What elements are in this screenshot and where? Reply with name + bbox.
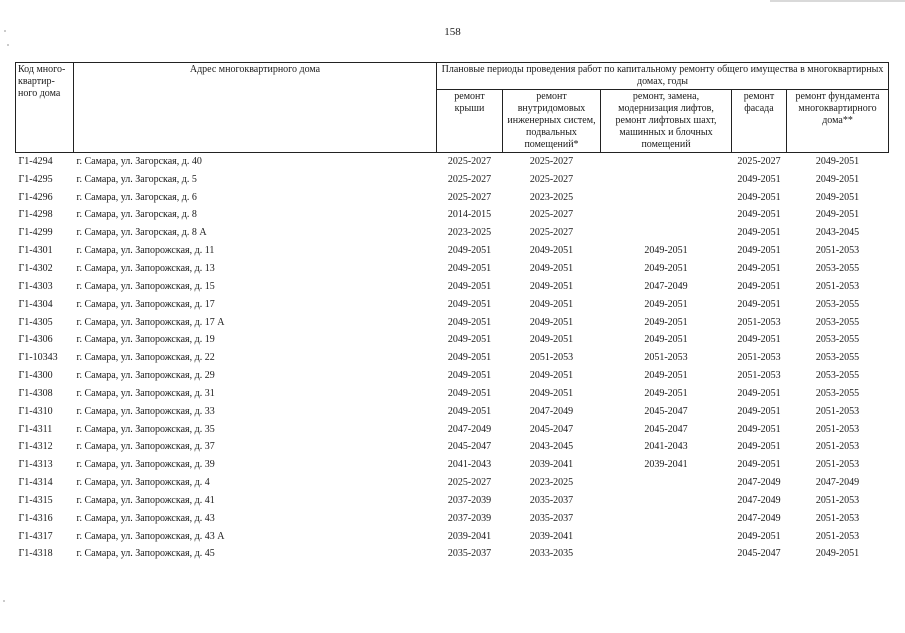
cell-systems: 2047-2049 [529,405,574,417]
cell-elevators [601,546,732,564]
cell-code: Г1-4316 [18,512,53,524]
cell-facade: 2049-2051 [737,191,781,203]
table-row [16,456,889,474]
table-row [16,189,889,207]
cell-elevators [601,474,732,492]
cell-foundation: 2049-2051 [815,548,860,560]
cell-address: г. Самара, ул. Запорожская, д. 17 [76,298,215,310]
cell-address: г. Самара, ул. Запорожская, д. 4 [76,477,210,489]
table-row [16,403,889,421]
cell-foundation: 2047-2049 [815,477,860,489]
header-foundation: ремонт фундамента многоквартирного дома** [787,90,889,153]
cell-elevators [601,153,732,171]
cell-elevators: 2049-2051 [644,245,688,257]
cell-systems: 2025-2027 [529,227,574,239]
cell-facade: 2045-2047 [737,548,781,560]
cell-roof: 2025-2027 [447,173,492,185]
header-roof: ремонт крыши [437,90,503,153]
cell-elevators [601,189,732,207]
table-row [16,367,889,385]
cell-facade: 2049-2051 [737,423,781,435]
cell-foundation: 2051-2053 [815,530,860,542]
cell-roof: 2047-2049 [447,423,492,435]
cell-foundation: 2051-2053 [815,280,860,292]
table-row [16,385,889,403]
cell-roof: 2025-2027 [447,477,492,489]
table-row [16,349,889,367]
cell-code: Г1-4302 [18,262,53,274]
table-row [16,296,889,314]
cell-address: г. Самара, ул. Запорожская, д. 37 [76,441,215,453]
cell-roof: 2045-2047 [447,441,492,453]
cell-systems: 2039-2041 [529,459,574,471]
table-row [16,314,889,332]
cell-elevators: 2049-2051 [644,387,688,399]
cell-roof: 2049-2051 [447,370,492,382]
cell-address: г. Самара, ул. Загорская, д. 8 [76,209,197,221]
cell-facade: 2049-2051 [737,173,781,185]
cell-facade: 2049-2051 [737,405,781,417]
cell-address: г. Самара, ул. Загорская, д. 8 А [76,227,207,239]
cell-foundation: 2051-2053 [815,245,860,257]
cell-code: Г1-4294 [18,155,53,167]
cell-roof: 2037-2039 [447,494,492,506]
cell-address: г. Самара, ул. Запорожская, д. 13 [76,262,215,274]
cell-code: Г1-4298 [18,209,53,221]
cell-roof: 2049-2051 [447,245,492,257]
cell-foundation: 2051-2053 [815,423,860,435]
cell-facade: 2049-2051 [737,459,781,471]
cell-roof: 2049-2051 [447,316,492,328]
cell-systems: 2023-2025 [529,477,574,489]
table-row [16,224,889,242]
cell-address: г. Самара, ул. Запорожская, д. 43 А [76,530,225,542]
cell-systems: 2049-2051 [529,280,574,292]
header-code: Код много-квартир-ного дома [16,63,74,153]
cell-facade: 2049-2051 [737,441,781,453]
cell-code: Г1-4313 [18,459,53,471]
cell-foundation: 2053-2055 [815,352,860,364]
cell-systems: 2043-2045 [529,441,574,453]
cell-code: Г1-4305 [18,316,53,328]
cell-elevators: 2041-2043 [644,441,688,453]
cell-elevators [601,171,732,189]
table-row [16,278,889,296]
cell-facade: 2051-2053 [737,352,781,364]
cell-address: г. Самара, ул. Запорожская, д. 31 [76,387,215,399]
cell-systems: 2049-2051 [529,370,574,382]
cell-facade: 2049-2051 [737,280,781,292]
cell-address: г. Самара, ул. Запорожская, д. 15 [76,280,215,292]
cell-systems: 2033-2035 [529,548,574,560]
cell-facade: 2049-2051 [737,334,781,346]
cell-roof: 2049-2051 [447,334,492,346]
cell-address: г. Самара, ул. Запорожская, д. 17 А [76,316,225,328]
cell-foundation: 2053-2055 [815,370,860,382]
table-row [16,528,889,546]
cell-roof: 2025-2027 [447,155,492,167]
cell-facade: 2049-2051 [737,227,781,239]
cell-foundation: 2053-2055 [815,298,860,310]
cell-foundation: 2053-2055 [815,334,860,346]
cell-code: Г1-4299 [18,227,53,239]
cell-elevators: 2049-2051 [644,262,688,274]
header-systems: ремонт внутридомовых инженерных систем, подвальных помещений* [503,90,601,153]
cell-roof: 2049-2051 [447,352,492,364]
table-row [16,439,889,457]
table-row [16,421,889,439]
cell-roof: 2014-2015 [447,209,492,221]
capital-repair-table [15,62,889,563]
cell-roof: 2049-2051 [447,405,492,417]
cell-elevators [601,492,732,510]
cell-elevators: 2049-2051 [644,370,688,382]
cell-foundation: 2051-2053 [815,405,860,417]
cell-roof: 2041-2043 [447,459,492,471]
cell-address: г. Самара, ул. Запорожская, д. 43 [76,512,215,524]
header-facade: ремонт фасада [732,90,787,153]
cell-foundation: 2051-2053 [815,459,860,471]
cell-elevators: 2049-2051 [644,334,688,346]
header-address: Адрес многоквартирного дома [74,63,437,153]
table-body [16,153,889,564]
cell-code: Г1-4310 [18,405,53,417]
cell-roof: 2049-2051 [447,387,492,399]
cell-systems: 2049-2051 [529,245,574,257]
cell-foundation: 2051-2053 [815,512,860,524]
cell-systems: 2025-2027 [529,173,574,185]
cell-facade: 2025-2027 [737,155,781,167]
cell-facade: 2047-2049 [737,494,781,506]
cell-address: г. Самара, ул. Загорская, д. 6 [76,191,197,203]
cell-address: г. Самара, ул. Запорожская, д. 29 [76,370,215,382]
cell-foundation: 2051-2053 [815,494,860,506]
cell-code: Г1-4306 [18,334,53,346]
cell-address: г. Самара, ул. Загорская, д. 5 [76,173,197,185]
cell-code: Г1-4308 [18,387,53,399]
cell-facade: 2049-2051 [737,209,781,221]
cell-systems: 2049-2051 [529,316,574,328]
cell-roof: 2037-2039 [447,512,492,524]
cell-facade: 2049-2051 [737,262,781,274]
cell-code: Г1-4303 [18,280,53,292]
table-row [16,492,889,510]
table-row [16,331,889,349]
cell-elevators: 2051-2053 [644,352,688,364]
cell-elevators: 2039-2041 [644,459,688,471]
scan-speck [7,44,9,46]
cell-address: г. Самара, ул. Запорожская, д. 39 [76,459,215,471]
cell-elevators: 2049-2051 [644,298,688,310]
cell-foundation: 2049-2051 [815,191,860,203]
cell-address: г. Самара, ул. Запорожская, д. 19 [76,334,215,346]
cell-address: г. Самара, ул. Запорожская, д. 41 [76,494,215,506]
cell-elevators: 2045-2047 [644,423,688,435]
cell-code: Г1-4296 [18,191,53,203]
cell-foundation: 2049-2051 [815,209,860,221]
cell-code: Г1-4315 [18,494,53,506]
cell-roof: 2049-2051 [447,280,492,292]
cell-roof: 2039-2041 [447,530,492,542]
cell-roof: 2035-2037 [447,548,492,560]
table-row [16,207,889,225]
table-row [16,546,889,564]
cell-elevators [601,224,732,242]
cell-facade: 2049-2051 [737,245,781,257]
cell-elevators: 2049-2051 [644,316,688,328]
table-row [16,510,889,528]
cell-systems: 2049-2051 [529,387,574,399]
cell-roof: 2049-2051 [447,298,492,310]
table-row [16,171,889,189]
cell-foundation: 2049-2051 [815,173,860,185]
table-row [16,153,889,171]
cell-facade: 2047-2049 [737,512,781,524]
table-row [16,474,889,492]
cell-roof: 2025-2027 [447,191,492,203]
scan-speck [3,600,5,602]
cell-elevators [601,510,732,528]
cell-address: г. Самара, ул. Запорожская, д. 22 [76,352,215,364]
cell-elevators [601,528,732,546]
cell-facade: 2051-2053 [737,370,781,382]
cell-code: Г1-4304 [18,298,53,310]
table-row [16,260,889,278]
cell-facade: 2047-2049 [737,477,781,489]
cell-code: Г1-4312 [18,441,53,453]
cell-systems: 2035-2037 [529,512,574,524]
cell-foundation: 2053-2055 [815,387,860,399]
cell-systems: 2051-2053 [529,352,574,364]
cell-elevators: 2047-2049 [644,280,688,292]
cell-systems: 2035-2037 [529,494,574,506]
cell-elevators: 2045-2047 [644,405,688,417]
cell-systems: 2025-2027 [529,209,574,221]
cell-foundation: 2053-2055 [815,262,860,274]
cell-foundation: 2049-2051 [815,155,860,167]
cell-code: Г1-4301 [18,245,53,257]
scan-edge-line [770,0,905,2]
cell-facade: 2051-2053 [737,316,781,328]
header-elevators: ремонт, замена, модернизация лифтов, ремонт лифтовых шахт, машинных и блочных помещений [601,90,732,153]
cell-elevators [601,207,732,225]
page-number: 158 [444,26,461,38]
cell-address: г. Самара, ул. Запорожская, д. 45 [76,548,215,560]
cell-code: Г1-4311 [18,423,53,435]
cell-roof: 2049-2051 [447,262,492,274]
cell-systems: 2025-2027 [529,155,574,167]
cell-foundation: 2043-2045 [815,227,860,239]
table-header [16,63,889,153]
cell-facade: 2049-2051 [737,298,781,310]
cell-address: г. Самара, ул. Запорожская, д. 11 [76,245,215,257]
cell-code: Г1-10343 [18,352,58,364]
cell-foundation: 2051-2053 [815,441,860,453]
cell-systems: 2049-2051 [529,334,574,346]
cell-address: г. Самара, ул. Запорожская, д. 33 [76,405,215,417]
header-periods: Плановые периоды проведения работ по капитальному ремонту общего имущества в многоквартирных домах, годы [437,63,889,90]
table-row [16,242,889,260]
cell-code: Г1-4317 [18,530,53,542]
cell-systems: 2049-2051 [529,298,574,310]
cell-code: Г1-4295 [18,173,53,185]
cell-systems: 2023-2025 [529,191,574,203]
cell-systems: 2045-2047 [529,423,574,435]
cell-foundation: 2053-2055 [815,316,860,328]
cell-address: г. Самара, ул. Запорожская, д. 35 [76,423,215,435]
cell-systems: 2049-2051 [529,262,574,274]
cell-facade: 2049-2051 [737,387,781,399]
cell-code: Г1-4314 [18,477,53,489]
cell-roof: 2023-2025 [447,227,492,239]
cell-facade: 2049-2051 [737,530,781,542]
cell-systems: 2039-2041 [529,530,574,542]
cell-address: г. Самара, ул. Загорская, д. 40 [76,155,202,167]
cell-code: Г1-4318 [18,548,53,560]
cell-code: Г1-4300 [18,370,53,382]
